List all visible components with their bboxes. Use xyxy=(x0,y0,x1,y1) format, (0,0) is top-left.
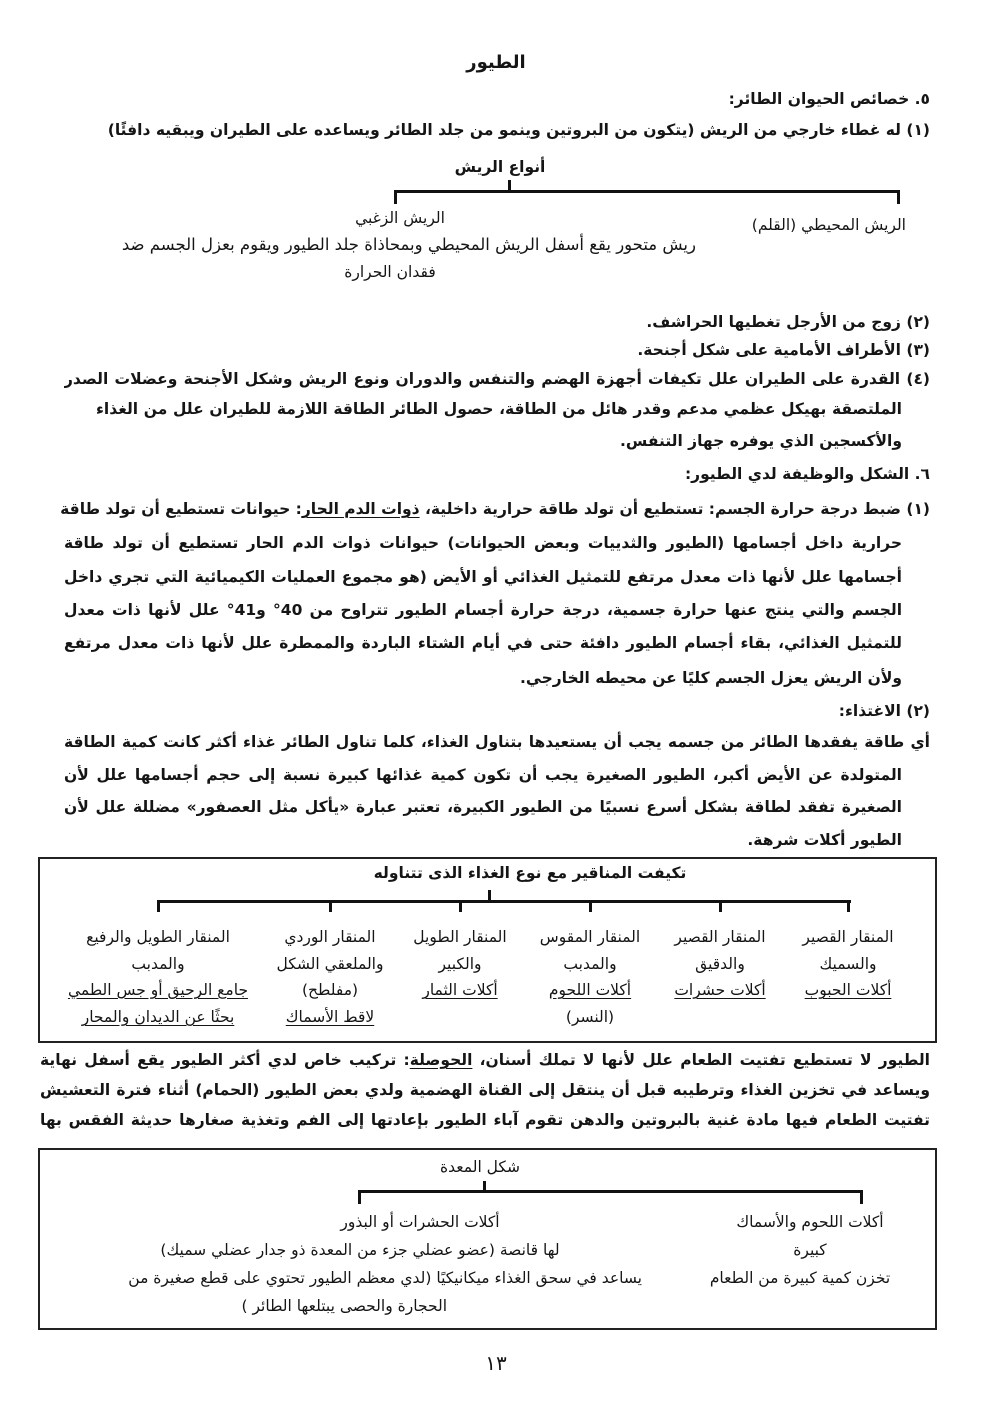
body-temp-line: للتمثيل الغذائي، بقاء أجسام الطيور دافئة حتى في أيام الشتاء الباردة والممطرة علل لأنها ذات معدل مرتفع xyxy=(64,634,902,652)
carnivore-stomach: تخزن كمية كبيرة من الطعام xyxy=(709,1269,891,1287)
carnivore-stomach: أكلات اللحوم والأسماك xyxy=(736,1213,884,1231)
tree-connector xyxy=(459,900,462,912)
beak-column-food: (مفلطح) xyxy=(301,981,359,999)
nutrition-heading: (٢) الاغتذاء: xyxy=(838,702,930,720)
nutrition-line: المتولدة عن الأيض أكبر، الطيور الصغيرة يجب أن تكون كمية غذائها كبيرة نسبة إلى حجم أجسامها علل لأن xyxy=(64,766,902,784)
tree-connector xyxy=(860,1190,863,1204)
tree-connector xyxy=(358,1190,361,1204)
beak-column-l2: والمدبب xyxy=(131,955,185,973)
body-temp-item xyxy=(60,498,930,520)
body-temp-text: (١) ضبط درجة حرارة الجسم: تستطيع أن تولد طاقة حرارية داخلية، xyxy=(419,500,930,518)
flight-item: (٤) القدرة على الطيران علل تكيفات أجهزة الهضم والتنفس والدوران ونوع الريش وشكل الأجنحة وعضلات الصدر xyxy=(64,370,930,388)
page-number: ١٣ xyxy=(485,1351,507,1375)
tree-connector xyxy=(358,1190,863,1193)
tree-connector xyxy=(847,900,850,912)
feathers-item: (١) له غطاء خارجي من الريش (يتكون من البروتين وينمو من جلد الطائر ويساعده على الطيران ويبقيه دافئًا) xyxy=(107,121,930,139)
crop-text: : تركيب خاص لدي أكثر الطيور يقع أسفل نهاية xyxy=(40,1051,410,1069)
down-feathers-label: الريش الزغبي xyxy=(355,209,445,227)
beak-column-l1: المنقار القصير xyxy=(802,928,894,946)
down-feathers-desc: ريش متحور يقع أسفل الريش المحيطي وبمحاذاة جلد الطيور ويقوم بعزل الجسم ضد xyxy=(121,235,696,254)
seed-eater-stomach: يساعد في سحق الغذاء ميكانيكيًا (لدي معظم الطيور تحتوي على قطع صغيرة من xyxy=(128,1269,642,1287)
crop-para-line xyxy=(40,1049,930,1071)
beak-column-l1: المنقار الطويل والرفيع xyxy=(86,928,230,946)
crop-para-line: تفتيت الطعام فيها مادة غنية بالبروتين والدهن تقوم آباء الطيور بإعادتها إلى الفم وتغذية صغارها حديثة الفقس بها xyxy=(40,1111,930,1129)
beak-column-food: جامع الرحيق أو جس الطمي xyxy=(67,981,249,999)
seed-eater-stomach: الحجارة والحصى يبتلعها الطائر ) xyxy=(241,1297,447,1315)
flight-item: الملتصقة بهيكل عظمي مدعم وقدر هائل من الطاقة، حصول الطائر الطاقة اللازمة للطيران علل من الغذاء xyxy=(96,400,902,418)
beak-column-l2: والدقيق xyxy=(695,955,745,973)
beak-column-l2: والكبير xyxy=(438,955,482,973)
body-temp-line: أجسامها علل لأنها ذات معدل مرتفع للتمثيل الغذائي أو الأيض (هو مجموع العمليات الكيميائية التي تجري داخل xyxy=(64,568,902,586)
nutrition-line: أي طاقة يفقدها الطائر من جسمه يجب أن يستعيدها بتناول الغذاء، كلما تناول الطائر غذاء أكثر كانت كمية الطاقة xyxy=(64,733,930,751)
feathers-tree-title: أنواع الريش xyxy=(454,158,546,176)
tree-connector xyxy=(589,900,592,912)
beak-column-food: أكلات الحبوب xyxy=(804,981,892,999)
tree-connector xyxy=(329,900,332,912)
body-temp-text: : حيوانات تستطيع أن تولد طاقة xyxy=(60,500,302,518)
crop-term: الحوصلة xyxy=(409,1051,473,1069)
beak-column-extra: (النسر) xyxy=(565,1008,615,1026)
tree-connector xyxy=(508,180,511,191)
nutrition-line: الصغيرة تفقد لطاقة بشكل أسرع نسبيًا من الطيور الكبيرة، تعتبر عبارة «يأكل مثل العصفور» مضللة علل لأن xyxy=(64,798,902,816)
wings-item: (٣) الأطراف الأمامية على شكل أجنحة. xyxy=(637,341,930,359)
beak-column-l1: المنقار الوردي xyxy=(284,928,376,946)
tree-connector xyxy=(158,900,851,903)
tree-connector xyxy=(897,190,900,204)
beak-column-l2: والملعقي الشكل xyxy=(276,955,384,973)
beak-column-l1: المنقار الطويل xyxy=(413,928,507,946)
body-temp-line: ولأن الريش يعزل الجسم كليًا عن محيطه الخارجي. xyxy=(520,669,902,687)
stomach-box-title: شكل المعدة xyxy=(440,1158,520,1176)
body-temp-line: الجسم والتي ينتج عنها حرارة جسمية، درجة حرارة أجسام الطيور تتراوح من 40° و41° علل لأنها ذات معدل xyxy=(64,601,902,619)
beak-column-l1: المنقار القصير xyxy=(674,928,766,946)
tree-connector xyxy=(488,890,491,901)
legs-item: (٢) زوج من الأرجل تغطيها الحراشف. xyxy=(646,313,930,331)
beak-column-food: أكلات اللحوم xyxy=(548,981,632,999)
beak-column-l2: والسميك xyxy=(819,955,877,973)
tree-connector xyxy=(719,900,722,912)
beak-column-food: أكلات الثمار xyxy=(422,981,498,999)
beaks-box-title: تكيفت المناقير مع نوع الغذاء الذى تتناوله xyxy=(373,864,687,882)
crop-para-line: ويساعد في تخزين الغذاء وترطيبه قبل أن ينتقل إلى القناة الهضمية ولدي بعض الطيور (الحمام) أثناء فترة التعشيش xyxy=(40,1081,930,1099)
flight-item: والأكسجين الذي يوفره جهاز التنفس. xyxy=(620,432,902,450)
page-title: الطيور xyxy=(466,52,526,73)
outer-feathers-label: الريش المحيطي (القلم) xyxy=(751,216,906,234)
crop-text: الطيور لا تستطيع تفتيت الطعام علل لأنها لا تملك أسنان، xyxy=(472,1051,930,1069)
beak-column-l2: والمدبب xyxy=(563,955,617,973)
nutrition-line: الطيور أكلات شرهة. xyxy=(747,831,902,849)
tree-connector xyxy=(394,190,397,204)
tree-connector xyxy=(157,900,160,912)
carnivore-stomach: كبيرة xyxy=(793,1241,827,1259)
beak-column-extra: لاقط الأسماك xyxy=(285,1008,375,1026)
section-5-heading: ٥. خصائص الحيوان الطائر: xyxy=(728,90,930,108)
tree-connector xyxy=(483,1181,486,1191)
seed-eater-stomach: لها قانصة (عضو عضلي جزء من المعدة ذو جدار عضلي سميك) xyxy=(160,1241,560,1259)
section-6-heading: ٦. الشكل والوظيفة لدي الطيور: xyxy=(684,465,930,483)
beak-column-food: أكلات حشرات xyxy=(674,981,766,999)
beak-column-extra: بحثًا عن الديدان والمحار xyxy=(81,1008,235,1026)
body-temp-line: حرارية داخل أجسامها (الطيور والثدييات وبعض الحيوانات) حيوانات ذوات الدم الحار تستطيع أن تولد طاقة xyxy=(64,534,902,552)
beak-column-l1: المنقار المقوس xyxy=(539,928,641,946)
down-feathers-desc: فقدان الحرارة xyxy=(344,263,436,281)
tree-connector xyxy=(394,190,900,193)
seed-eater-stomach: أكلات الحشرات أو البذور xyxy=(340,1213,500,1231)
warm-blooded-term: ذوات الدم الحار xyxy=(301,500,420,518)
